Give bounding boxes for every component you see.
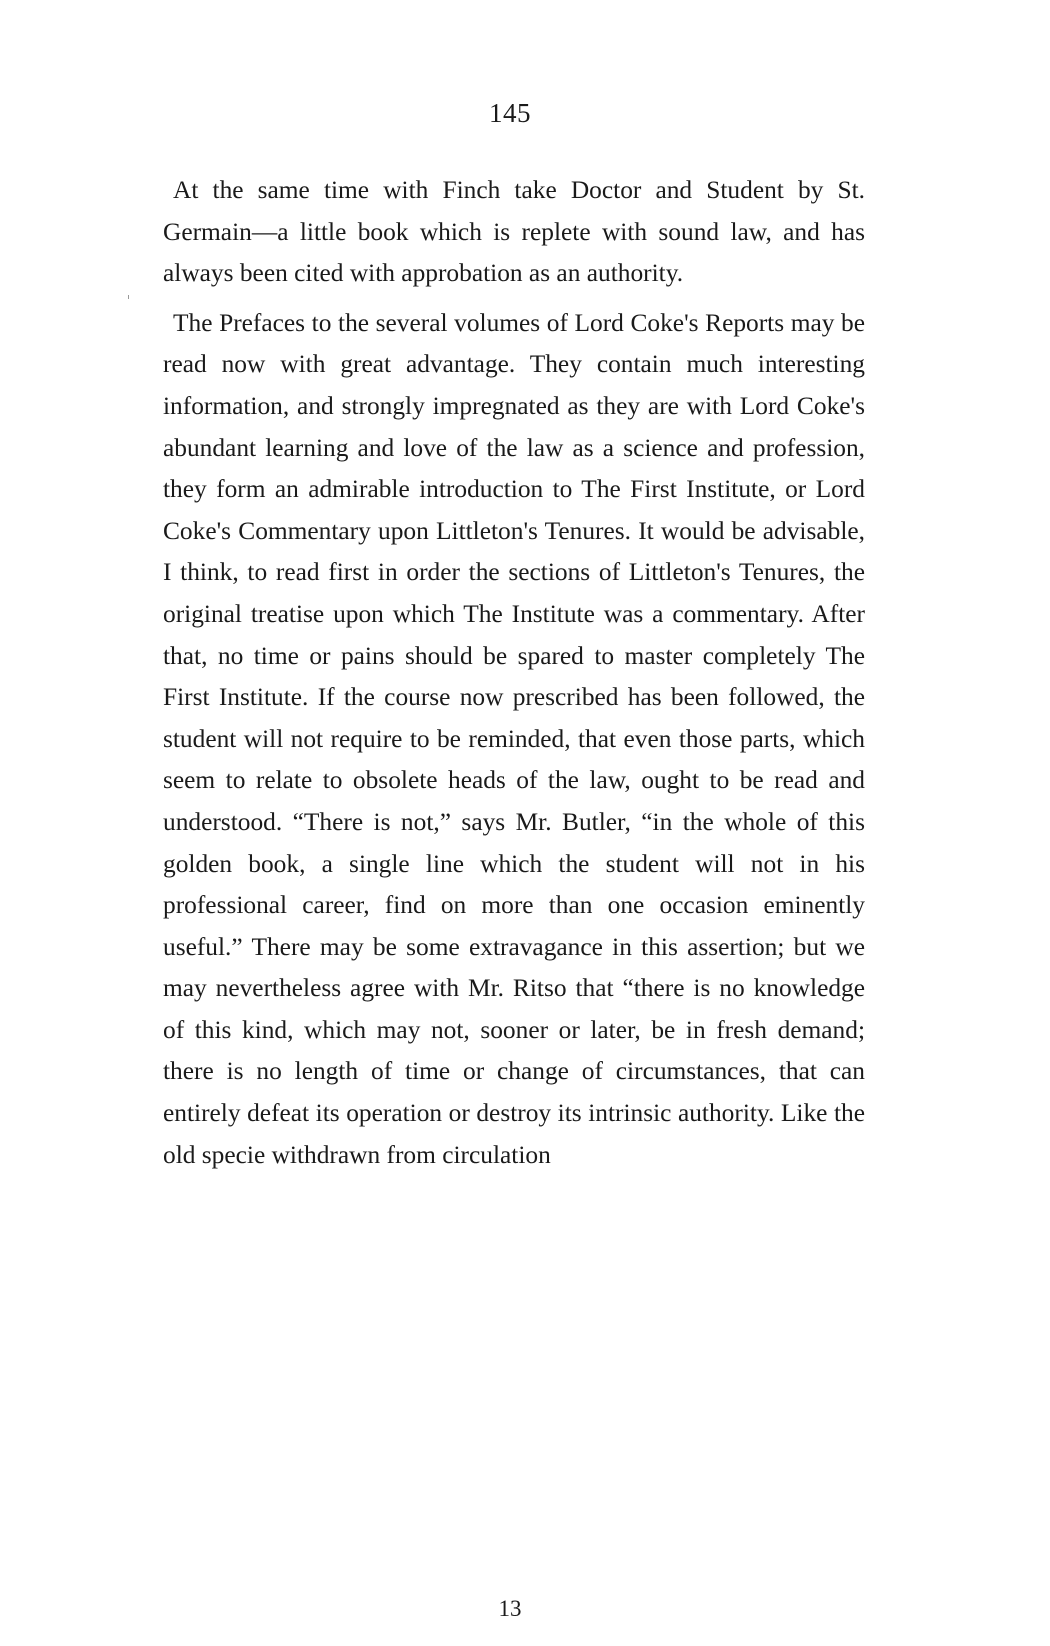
paragraph-1: At the same time with Finch take Doctor and Student by St. Germain—a little book which is replete with sound law, and has always been cited with approbation as an authority. (163, 176, 865, 288)
page-body (163, 170, 865, 1184)
page-number: 145 (489, 98, 531, 128)
paragraph-2: The Prefaces to the several volumes of Lord Coke's Reports may be read now with great advantage. They contain much interesting information, and strongly impregnated as they are with Lord Coke's abundant learning and love of the law as a science and profession, they form an admirable introduction to The First Institute, or Lord Coke's Commentary upon Littleton's Tenures. It would be advisable, I think, to read first in order the sections of Littleton's Tenures, the original treatise upon which The Institute was a commentary. After that, no time or pains should be spared to master completely The First Institute. If the course now prescribed has been followed, the student will not require to be reminded, that even those parts, which seem to relate to obsolete heads of the law, ought to be read and understood. “There is not,” says Mr. Butler, “in the whole of this golden book, a single line which the student will not in his professional career, find on more than one occasion eminently useful.” There may be some extravagance in this assertion; but we may nevertheless agree with Mr. Ritso that “there is no knowledge of this kind, which may not, sooner or later, be in fresh demand; there is no length of time or change of circumstances, that can entirely defeat its operation or destroy its intrinsic authority. Like the old specie withdrawn from circulation (163, 308, 865, 1169)
margin-mark (128, 295, 129, 299)
signature-mark: 13 (498, 1596, 522, 1621)
